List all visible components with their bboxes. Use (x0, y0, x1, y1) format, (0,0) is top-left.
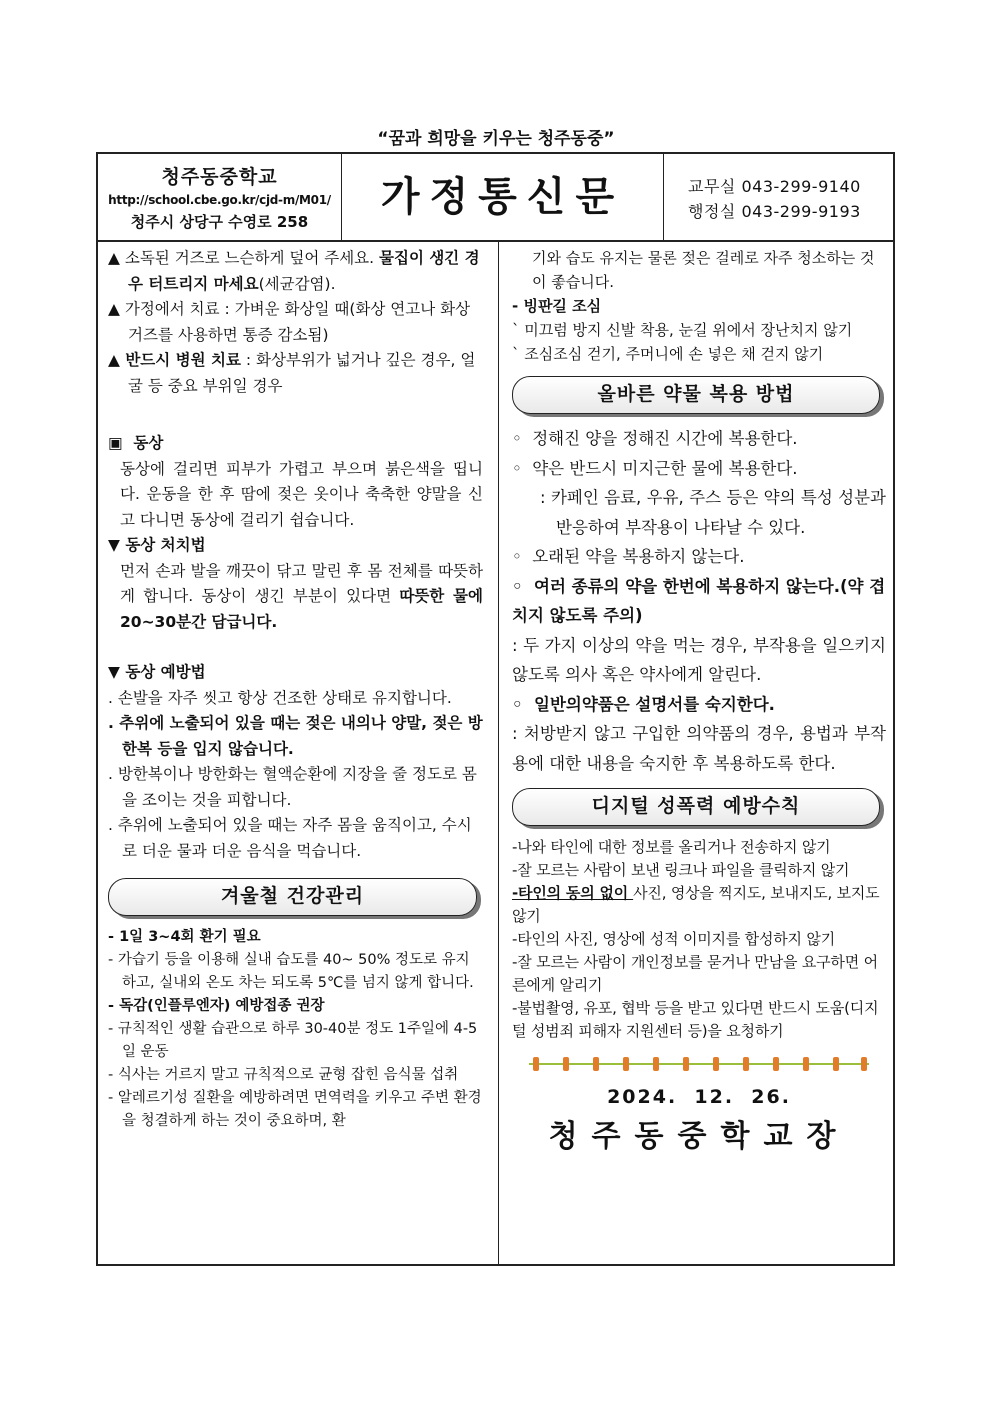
medicine-item: ◦ 오래된 약을 복용하지 않는다. (512, 547, 745, 566)
issue-date: 2024. 12. 26. (607, 1086, 791, 1108)
frostbite-description: 동상에 걸리면 피부가 가렵고 부으며 붉은색을 띱니다. 운동을 한 후 땀에 젖은 옷이나 축축한 양말을 신고 다니면 동상에 걸리기 쉽습니다. (120, 459, 483, 529)
column-divider (498, 242, 499, 1264)
burn-item: ▲ 소독된 거즈로 느슨하게 덮어 주세요. 물집이 생긴 경우 터트리지 마세요(세균감염). (108, 249, 480, 293)
frostbite-prevention-heading: ▼ 동상 예방법 (108, 663, 206, 681)
prevention-item: . 손발을 자주 씻고 항상 건조한 상태로 유지합니다. (108, 688, 452, 707)
motto: “꿈과 희망을 키우는 청주동중” (377, 129, 615, 149)
school-url[interactable]: http://school.cbe.go.kr/cjd-m/M01/ (108, 193, 331, 207)
school-info (98, 154, 342, 240)
medicine-item: ◦ 정해진 양을 정해진 시간에 복용한다. (512, 429, 798, 448)
digital-item: -잘 모르는 사람이 보낸 링크나 파일을 클릭하지 않기 (512, 861, 850, 879)
ventilation-continued: 기와 습도 유지는 물론 젖은 걸레로 자주 청소하는 것이 좋습니다. (532, 249, 875, 291)
winter-health-title: 겨울철 건강관리 (108, 878, 477, 916)
icy-road-item: ` 미끄럼 방지 신발 착용, 눈길 위에서 장난치지 않기 (512, 321, 853, 339)
prevention-item: . 추위에 노출되어 있을 때는 자주 몸을 움직이고, 수시로 더운 물과 더운 음식을 먹습니다. (108, 816, 472, 860)
school-name: 청주동중학교 (161, 166, 278, 188)
digital-violence-list (512, 836, 886, 1043)
winter-item: - 가습기 등을 이용해 실내 습도를 40~ 50% 정도로 유지하고, 실내외 온도 차는 되도록 5℃를 넘지 않게 합니다. (108, 952, 474, 991)
frostbite-treatment-text: 먼저 손과 발을 깨끗이 닦고 말린 후 몸 전체를 따뜻하게 합니다. 동상이 생긴 부분이 있다면 따뜻한 물에 20~30분간 담급니다. (120, 561, 483, 631)
digital-item: -타인의 동의 없이 사진, 영상을 찍지도, 보내지도, 보지도 않기 (512, 884, 880, 925)
medicine-item: ◦ 일반의약품은 설명서를 숙지한다. (512, 694, 775, 714)
school-address: 청주시 상당구 수영로 258 (130, 213, 309, 231)
phone-teachers-office: 교무실 043-299-9140 (688, 177, 861, 196)
burn-item: ▲ 가정에서 치료 : 가벼운 화상일 때(화상 연고나 화상거즈를 사용하면 통증 감소됨) (108, 300, 471, 344)
winter-item: - 규칙적인 생활 습관으로 하루 30-40분 정도 1주일에 4-5일 운동 (108, 1021, 478, 1060)
winter-item: - 식사는 거르지 말고 규칙적으로 균형 잡힌 음식물 섭취 (108, 1067, 459, 1083)
digital-item: -잘 모르는 사람이 개인정보를 묻거나 만남을 요구하면 어른에게 알리기 (512, 953, 878, 994)
medicine-item: ◦ 여러 종류의 약을 한번에 복용하지 않는다.(약 겹치지 않도록 주의) (512, 576, 886, 625)
icy-road-heading: - 빙판길 조심 (512, 297, 602, 315)
digital-violence-title: 디지털 성폭력 예방수칙 (512, 788, 880, 826)
page-title: 가정통신문 (342, 154, 664, 240)
frostbite-treatment-heading: ▼ 동상 처치법 (108, 536, 206, 554)
medicine-list (512, 424, 886, 778)
principal-signature: 청주동중학교장 (548, 1119, 850, 1154)
newsletter-frame (96, 152, 895, 1266)
medicine-item: ◦ 약은 반드시 미지근한 물에 복용한다. (512, 458, 798, 478)
medicine-title: 올바른 약물 복용 방법 (512, 376, 880, 414)
medicine-note: : 카페인 음료, 우유, 주스 등은 약의 특성 성분과 반응하여 부작용이 나타날 수 있다. (540, 488, 886, 537)
consent-emphasis: -타인의 동의 없이 (512, 884, 634, 902)
winter-item: - 1일 3~4회 환기 필요 (108, 929, 261, 945)
digital-item: -나와 타인에 대한 정보를 올리거나 전송하지 않기 (512, 838, 831, 856)
phone-numbers (688, 174, 861, 224)
left-column (108, 246, 483, 1133)
prevention-item: . 방한복이나 방한화는 혈액순환에 지장을 줄 정도로 몸을 조이는 것을 피합니다. (108, 765, 477, 809)
phone-admin-office: 행정실 043-299-9193 (688, 202, 861, 221)
icy-road-item: ` 조심조심 걷기, 주머니에 손 넣은 채 걷지 않기 (512, 345, 824, 363)
right-column (512, 246, 886, 1154)
winter-health-list (108, 926, 483, 1133)
header (98, 154, 893, 242)
medicine-note: : 두 가지 이상의 약을 먹는 경우, 부작용을 일으키지 않도록 의사 혹은 약사에게 알린다. (512, 635, 886, 684)
burn-item: ▲ 반드시 병원 치료 : 화상부위가 넓거나 깊은 경우, 얼굴 등 중요 부위일 경우 (108, 351, 476, 395)
winter-item: - 독감(인플루엔자) 예방접종 권장 (108, 998, 325, 1014)
frostbite-heading: ▣ 동상 (108, 434, 164, 452)
prevention-item: . 추위에 노출되어 있을 때는 젖은 내의나 양말, 젖은 방한복 등을 입지 않습니다. (108, 714, 483, 758)
medicine-note: : 처방받지 않고 구입한 의약품의 경우, 용법과 부작용에 대한 내용을 숙지한 후 복용하도록 한다. (512, 724, 886, 773)
winter-item: - 알레르기성 질환을 예방하려면 면역력을 키우고 주변 환경을 청결하게 하는 것이 중요하며, 환 (108, 1090, 482, 1129)
digital-item: -타인의 사진, 영상에 성적 이미지를 합성하지 않기 (512, 930, 835, 948)
digital-item: -불법촬영, 유포, 협박 등을 받고 있다면 반드시 도움(디지털 성범죄 피해자 지원센터 등)을 요청하기 (512, 999, 879, 1040)
decorative-fence (529, 1057, 869, 1071)
